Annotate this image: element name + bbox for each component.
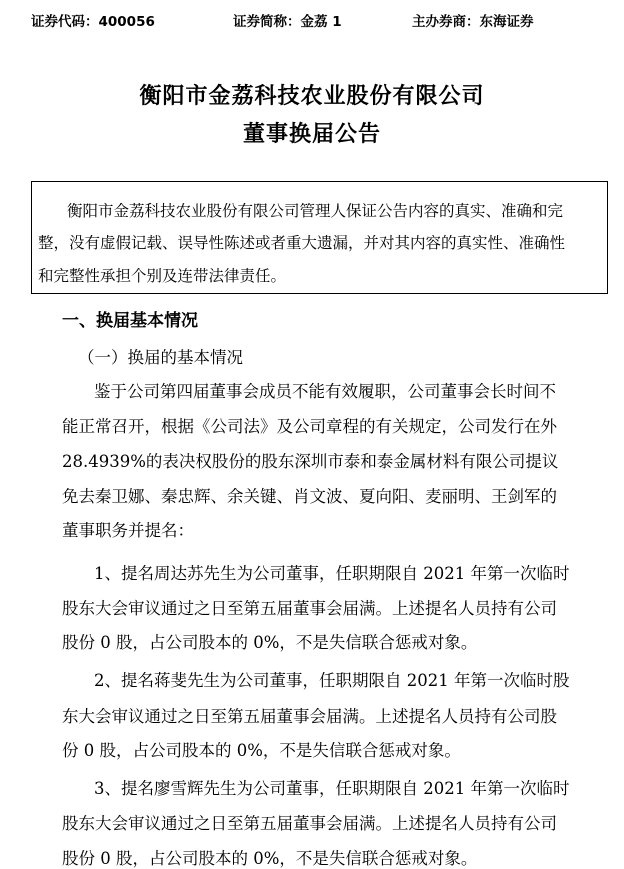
disclaimer-box	[31, 181, 608, 294]
body-line: 1、提名周达苏先生为公司董事，任职期限自 2021 年第一次临时	[94, 564, 570, 583]
document-title: 董事换届公告	[242, 122, 381, 147]
section-heading: 一、换届基本情况	[62, 311, 198, 331]
body-line: 3、提名廖雪辉先生为公司董事，任职期限自 2021 年第一次临时	[94, 779, 570, 798]
body-line: 股东大会审议通过之日至第五届董事会届满。上述提名人员持有公司	[62, 599, 557, 618]
disclaimer-line: 和完整性承担个别及连带法律责任。	[38, 267, 287, 285]
body-line: 股份 0 股，占公司股本的 0%，不是失信联合惩戒对象。	[62, 849, 478, 868]
body-line: 能正常召开，根据《公司法》及公司章程的有关规定，公司发行在外	[62, 417, 557, 436]
document-header	[0, 10, 624, 30]
security-abbreviation: 证券简称：金荔 1	[233, 14, 342, 30]
body-line: 份 0 股，占公司股本的 0%，不是失信联合惩戒对象。	[62, 741, 461, 760]
sponsor-broker: 主办券商：东海证券	[412, 14, 534, 30]
body-line: 2、提名蒋斐先生为公司董事，任职期限自 2021 年第一次临时股	[94, 671, 570, 690]
subsection-heading: （一）换届的基本情况	[78, 348, 243, 367]
body-line: 股份 0 股，占公司股本的 0%，不是失信联合惩戒对象。	[62, 633, 478, 652]
disclaimer-line: 衡阳市金荔科技农业股份有限公司管理人保证公告内容的真实、准确和完	[67, 202, 564, 220]
disclaimer-line: 整，没有虚假记载、误导性陈述或者重大遗漏，并对其内容的真实性、准确性	[38, 234, 566, 252]
security-code: 证券代码：400056	[31, 14, 155, 30]
body-line: 股东大会审议通过之日至第五届董事会届满。上述提名人员持有公司	[62, 814, 557, 833]
body-line: 东大会审议通过之日至第五届董事会届满。上述提名人员持有公司股	[62, 707, 557, 726]
body-line: 28.4939%的表决权股份的股东深圳市泰和泰金属材料有限公司提议	[62, 452, 559, 471]
body-line: 鉴于公司第四届董事会成员不能有效履职，公司董事会长时间不	[94, 382, 556, 401]
body-line: 免去秦卫娜、秦忠辉、余关键、肖文波、夏向阳、麦丽明、王剑军的	[62, 487, 557, 506]
body-line: 董事职务并提名：	[62, 521, 194, 540]
company-title: 衡阳市金荔科技农业股份有限公司	[139, 84, 485, 109]
